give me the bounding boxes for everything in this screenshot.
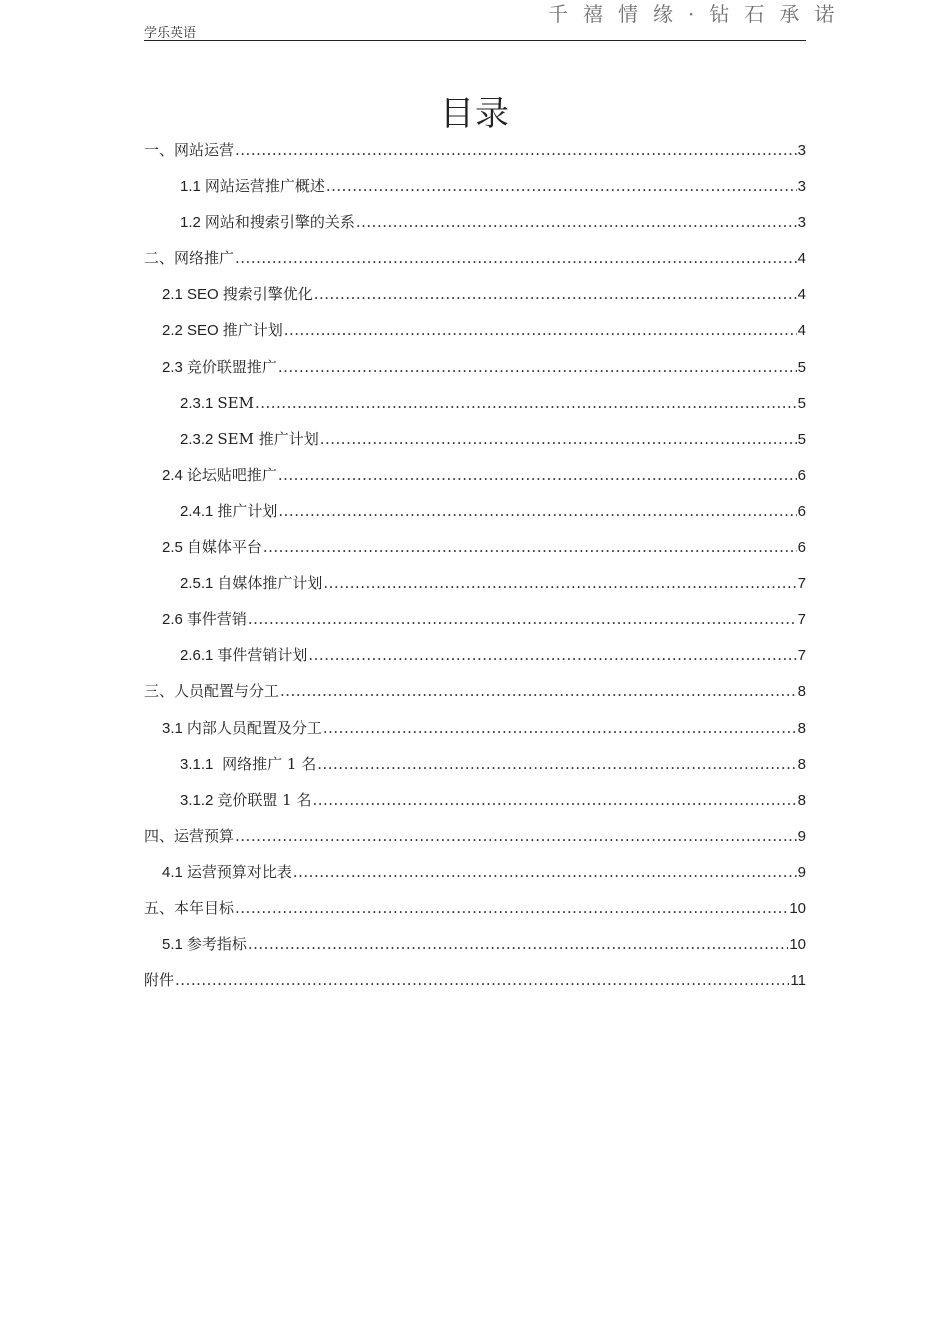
toc-entry-label: 网络推广 1 名 [217,754,317,773]
dot-leader [293,860,797,884]
toc-entry[interactable] [144,427,806,463]
toc-entry-number: 2.5.1 [180,575,214,593]
toc-entry[interactable] [144,138,806,174]
dot-leader [263,535,797,559]
dot-leader [235,138,797,162]
toc-entry-label: 网站和搜索引擎的关系 [204,213,355,232]
dot-leader [235,246,797,270]
toc-entry[interactable] [144,968,806,1004]
toc-entry-number: 2.6 [162,611,183,629]
toc-entry-label: 三、人员配置与分工 [144,682,280,701]
toc-entry-page: 8 [797,719,806,737]
toc-entry-label: 运营预算对比表 [186,862,292,881]
toc-entry-page: 5 [797,358,806,376]
toc-entry-page: 4 [797,250,806,268]
toc-entry[interactable] [144,679,806,715]
toc-entry[interactable] [144,499,806,535]
toc-entry-number: 2.4.1 [180,502,214,520]
toc-entry-title [144,138,234,163]
toc-entry-label: 自媒体推广计划 [217,574,323,593]
toc-entry-page: 8 [797,791,806,809]
toc-entry-label: 二、网络推广 [144,249,235,268]
toc-entry-number: 3.1.1 [180,755,214,773]
toc-entry-number: 2.5 [162,539,183,557]
toc-entry-label: 搜索引擎优化 [222,285,313,304]
toc-entry[interactable] [144,571,806,607]
toc-entry-label: 五、本年目标 [144,898,235,917]
dot-leader [320,427,797,451]
toc-entry-page: 8 [797,683,806,701]
dot-leader [278,463,797,487]
toc-entry-label: 推广计划 [222,321,283,340]
toc-entry-title [162,282,313,307]
toc-entry-page: 4 [797,322,806,340]
toc-entry-number: 2.1 SEO [162,286,219,304]
toc-entry-number: 2.6.1 [180,647,214,665]
toc-entry[interactable] [144,607,806,643]
toc-entry-page: 11 [790,972,806,990]
toc-entry-title [162,318,283,343]
toc-entry[interactable] [144,788,806,824]
toc-entry-page: 7 [797,647,806,665]
toc-entry-title [162,716,322,741]
toc-entry-label: SEM 推广计划 [217,429,319,448]
toc-entry-page: 10 [789,899,806,917]
dot-leader [255,391,797,415]
dot-leader [235,824,797,848]
toc-entry-title [162,535,262,560]
toc-entry-title [162,355,277,380]
toc-entry-title [144,968,174,993]
toc-entry[interactable] [144,752,806,788]
toc-entry-number: 2.3 [162,358,183,376]
dot-leader [356,210,797,234]
toc-entry-number: 1.2 [180,214,201,232]
toc-entry-title [144,896,234,921]
toc-entry-label: 竞价联盟 1 名 [217,790,312,809]
toc-entry[interactable] [144,174,806,210]
toc-entry-label: 事件营销计划 [217,646,308,665]
toc-entry[interactable] [144,463,806,499]
toc-entry-page: 7 [797,575,806,593]
toc-entry-label: SEM [217,393,254,412]
toc-entry-page: 5 [797,430,806,448]
toc-entry[interactable] [144,355,806,391]
toc-entry-title [162,607,247,632]
toc-entry-title [162,860,292,885]
toc-entry-page: 7 [797,611,806,629]
toc-entry-page: 5 [797,394,806,412]
dot-leader [278,499,796,523]
dot-leader [317,752,796,776]
toc-entry-title [144,246,234,271]
toc-entry-number: 4.1 [162,863,183,881]
toc-entry-page: 4 [797,286,806,304]
toc-entry-label: 竞价联盟推广 [186,357,277,376]
toc-entry-page: 6 [797,539,806,557]
toc-entry[interactable] [144,535,806,571]
toc-entry-title [180,752,316,777]
toc-entry[interactable] [144,824,806,860]
dot-leader [235,896,788,920]
dot-leader [314,282,797,306]
toc-entry-page: 9 [797,827,806,845]
toc-entry-title [144,824,234,849]
toc-heading: 目录 [440,94,510,134]
toc-entry-number: 5.1 [162,936,183,954]
dot-leader [175,968,789,992]
toc-entry-title [180,427,319,452]
toc-entry[interactable] [144,282,806,318]
toc-entry-number: 2.2 SEO [162,322,219,340]
toc-entry[interactable] [144,932,806,968]
toc-entry[interactable] [144,210,806,246]
toc-entry-title [180,174,325,199]
toc-entry-title [162,932,247,957]
dot-leader [248,607,797,631]
toc-entry-title [180,643,307,668]
toc-entry-page: 9 [797,863,806,881]
toc-entry-page: 3 [797,178,806,196]
dot-leader [312,788,796,812]
toc-entry-title [144,679,279,704]
toc-entry-title [162,463,277,488]
toc-entry-number: 3.1.2 [180,791,214,809]
toc-entry-label: 内部人员配置及分工 [186,718,322,737]
toc-entry-label: 论坛贴吧推广 [186,465,277,484]
dot-leader [278,355,797,379]
toc-entry-title [180,571,322,596]
toc-entry[interactable] [144,318,806,354]
toc-entry-title [180,499,277,524]
toc-entry-number: 2.3.2 [180,430,214,448]
toc-entry[interactable] [144,391,806,427]
toc-entry-number: 1.1 [180,178,201,196]
toc-entry-title [180,210,355,235]
dot-leader [284,318,797,342]
dot-leader [280,679,797,703]
toc-entry[interactable] [144,643,806,679]
header-slogan: 千禧情缘·钻石承诺 [548,2,850,26]
toc-entry-label: 事件营销 [186,610,247,629]
toc-entry-page: 3 [797,214,806,232]
toc-entry-number: 2.4 [162,466,183,484]
toc-entry-label: 四、运营预算 [144,826,235,845]
toc-entry-label: 附件 [144,971,175,990]
header-title: 学乐英语 [144,26,197,41]
toc-entry-title [180,788,311,813]
toc-entry-label: 一、网站运营 [144,141,235,159]
dot-leader [323,571,796,595]
header-rule [144,40,806,41]
dot-leader [308,643,796,667]
dot-leader [323,716,797,740]
toc-entry-page: 6 [797,502,806,520]
toc-entry-title [180,391,254,416]
table-of-contents [144,138,806,1004]
toc-entry[interactable] [144,896,806,932]
toc-entry[interactable] [144,246,806,282]
dot-leader [248,932,788,956]
toc-entry-number: 2.3.1 [180,394,214,412]
toc-entry-page: 6 [797,466,806,484]
toc-entry-number: 3.1 [162,719,183,737]
toc-entry-label: 参考指标 [186,935,247,954]
toc-entry[interactable] [144,860,806,896]
toc-entry-label: 自媒体平台 [186,538,262,557]
toc-entry-label: 网站运营推广概述 [204,177,325,196]
toc-entry[interactable] [144,716,806,752]
toc-entry-label: 推广计划 [217,501,278,520]
toc-entry-page: 8 [797,755,806,773]
dot-leader [326,174,797,198]
toc-entry-page: 3 [797,142,806,159]
toc-entry-page: 10 [789,936,806,954]
